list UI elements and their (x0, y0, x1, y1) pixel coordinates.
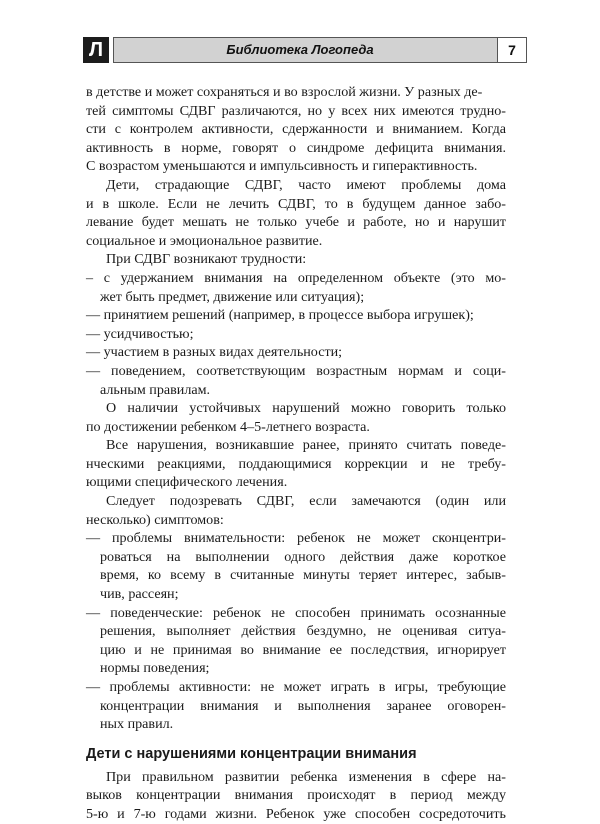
text-line: Дети, страдающие СДВГ, часто имеют проблемы дома (106, 176, 506, 193)
text-line: жет быть предмет, движение или ситуация); (100, 288, 365, 305)
list-item: — проблемы активности: не может играть в игры, требующие (86, 679, 506, 695)
text-line: ных правил. (100, 716, 174, 733)
section-heading: Дети с нарушениями концентрации внимания (86, 745, 417, 762)
text-line: выков концентрации внимания происходят в период между (86, 787, 506, 804)
list-item: — поведенческие: ребенок не способен принимать осознанные (86, 604, 506, 621)
library-logo: Л (83, 37, 109, 63)
list-item: — усидчивостью; (86, 325, 194, 342)
text-line: При СДВГ возникают трудности: (106, 251, 307, 268)
page-header (83, 37, 516, 63)
text-line: О наличии устойчивых нарушений можно говорить только (106, 400, 506, 417)
text-line: чив, рассеян; (100, 586, 179, 603)
book-title: Библиотека Логопеда (226, 42, 374, 57)
page-number: 7 (497, 38, 526, 62)
text-line: решения, выполняет действия бездумно, не оценивая ситуа- (100, 623, 506, 640)
text-line: роваться на выполнении одного действия даже короткое (100, 548, 506, 565)
text-line: Следует подозревать СДВГ, если замечаются (один или (106, 493, 506, 510)
text-line: С возрастом уменьшаются и импульсивность и гиперактивность. (86, 158, 478, 175)
text-line: 5-ю и 7-ю годами жизни. Ребенок уже способен сосредоточить (86, 805, 506, 822)
text-line: сти с контролем активности, сдержанности и вниманием. Когда (86, 121, 506, 138)
page-body (86, 83, 506, 824)
list-item: — принятием решений (например, в процессе выбора игрушек); (86, 307, 474, 324)
text-line: активность в норме, говорят о синдроме дефицита внимания. (86, 139, 506, 156)
text-line: по достижении ребенком 4–5-летнего возраста. (86, 418, 370, 435)
text-line: в детстве и может сохраняться и во взрослой жизни. У разных де- (86, 84, 483, 100)
text-line: ющими специфического лечения. (86, 474, 288, 491)
list-item: — участием в разных видах деятельности; (86, 344, 343, 361)
text-line: время, ко всему в считанные минуты теряет интерес, забыв- (100, 567, 506, 584)
text-line: несколько) симптомов: (86, 511, 224, 528)
text-line: левание будет мешать не только учебе и работе, но и нарушит (86, 214, 506, 231)
text-line: Все нарушения, возникавшие ранее, принято считать поведе- (106, 437, 506, 454)
header-bar (113, 37, 527, 63)
text-line: цию и не принимая во внимание ее последствия, игнорирует (100, 641, 506, 658)
text-line: социальное и эмоциональное развитие. (86, 232, 323, 249)
text-line: и в школе. Если не лечить СДВГ, то в будущем данное забо- (86, 195, 506, 212)
text-line: нческими реакциями, поддающимися коррекции и не требу- (86, 455, 506, 472)
list-item: — поведением, соответствующим возрастным нормам и соци- (86, 362, 506, 379)
text-line: концентрации внимания и выполнения заранее оговорен- (100, 697, 506, 714)
text-line: тей симптомы СДВГ различаются, но у всех них имеются трудно- (86, 102, 506, 119)
list-item: – с удержанием внимания на определенном объекте (это мо- (86, 269, 506, 286)
text-line: нормы поведения; (100, 660, 210, 677)
list-item: — проблемы внимательности: ребенок не может сконцентри- (86, 530, 506, 547)
text-line: При правильном развитии ребенка изменения в сфере на- (106, 768, 506, 785)
text-line: альным правилам. (100, 381, 211, 398)
